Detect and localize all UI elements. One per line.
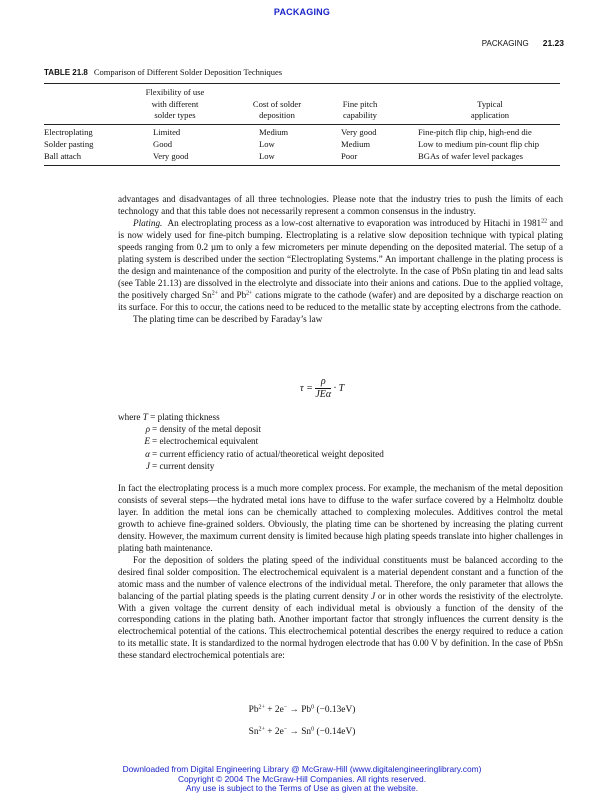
header-line: deposition <box>259 110 295 120</box>
table-cell: Very good <box>153 151 189 161</box>
eq-electrons: + 2e <box>264 727 284 737</box>
definition-symbol: J <box>145 460 150 471</box>
paragraph-plating <box>118 218 563 314</box>
plating-run-in-heading: Plating. <box>133 217 163 228</box>
text-run: and Pb <box>218 289 247 300</box>
definition-symbol: ρ <box>145 424 150 435</box>
definition-row <box>118 435 384 447</box>
definition-symbol: T <box>142 412 148 422</box>
top-banner: PACKAGING <box>273 7 331 17</box>
running-head <box>482 38 564 48</box>
variable-definitions <box>118 411 384 472</box>
definition-row <box>118 411 384 423</box>
table-cell: BGAs of wafer level packages <box>418 151 523 161</box>
table-cell: Low to medium pin-count flip chip <box>418 139 540 149</box>
formula-numerator: ρ <box>315 376 331 389</box>
formula-lhs: τ = <box>300 382 313 394</box>
text-run: An electroplating process as a low-cost alternative to evaporation was introduced by Hitachi in 1981 <box>167 217 542 228</box>
table-caption <box>44 67 282 77</box>
table-cell: Medium <box>341 139 371 149</box>
paragraph-faraday: The plating time can be described by Faraday’s law <box>133 313 323 324</box>
footer-copyright: Copyright © 2004 The McGraw-Hill Companies. All rights reserved. <box>177 773 427 784</box>
table-cell: Medium <box>259 127 289 137</box>
text-run: cations migrate to the cathode (wafer) and are deposited by a discharge reaction on its surface. For this to occur, the cations need to be reduced to the metallic state by accepting electrons from the cathode. <box>118 289 564 312</box>
definition-symbol: α <box>145 448 150 459</box>
header-line: capability <box>343 110 377 120</box>
definition-symbol: E <box>144 436 150 447</box>
page-number: 21.23 <box>542 38 564 48</box>
eq-electron-charge: − <box>283 726 288 733</box>
eq-potential: (−0.14eV) <box>314 727 356 737</box>
paragraph-complexity: In fact the electroplating process is a much more complex process. For example, the mechanism of the metal deposition consists of several steps—the hydrated metal ions have to diffuse to the wafer surface covered by a Helmholtz double layer. In addition the metal ions can be chemically attached to complexing molecules. Additives control the metal growth to achieve fine-grained solders. Obviously, the plating time can be shortened by increasing the plating current density. However, the maximum current density is limited because high plating speeds translate into higher challenges in plating bath maintenance. <box>118 483 563 553</box>
header-line: Flexibility of use <box>145 87 205 97</box>
reference-number: 22 <box>541 218 548 225</box>
download-footer <box>0 765 604 794</box>
table-cell: Solder pasting <box>44 139 94 149</box>
table-cell: Fine-pitch flip chip, high-end die <box>418 127 532 137</box>
faraday-formula <box>300 376 344 401</box>
eq-product: → Pb <box>287 705 312 715</box>
header-line: Typical <box>477 98 503 109</box>
table-header-cost <box>232 99 322 122</box>
table-cell: Low <box>259 139 275 149</box>
running-head-section: PACKAGING <box>481 39 529 48</box>
eq-potential: (−0.13eV) <box>314 705 356 715</box>
table-header-fine-pitch <box>325 99 395 122</box>
definition-row <box>118 423 384 435</box>
text-run: For the deposition of solders the plating speed of the individual constituents must be balanced according to the desired final solder composition. The electrochemical equivalent is a material dependent constant and a function of the atomic mass and the number of valence electrons of the individual metal. Therefore, the only parameter that allows the balancing of the partial plating speeds is the plating current density <box>118 554 563 601</box>
table-title: Comparison of Different Solder Deposition Techniques <box>93 67 283 77</box>
footer-download-link[interactable]: Downloaded from Digital Engineering Library @ McGraw-Hill (www.digitalengineeringlibrary.com) <box>122 764 482 774</box>
paragraph-solder-deposition <box>118 555 563 663</box>
header-line: with different <box>151 98 199 109</box>
formula-denominator: JEα <box>315 389 332 400</box>
table-header-flexibility <box>130 87 220 122</box>
equation-lead <box>0 705 604 715</box>
current-density-symbol: J <box>371 590 376 601</box>
definition-text: = current efficiency ratio of actual/theoretical weight deposited <box>152 448 384 459</box>
paragraph-intro: advantages and disadvantages of all three technologies. Please note that the industry tries to push the limits of each technology and that this table does not necessarily represent a common consensus in the industry. <box>118 194 563 216</box>
ion-charge: 2+ <box>211 290 219 297</box>
eq-ion: Sn <box>248 727 259 737</box>
text-run: or in other words the resistivity of the electrolyte. With a given voltage the current density of each individual metal is obviously a function of the density of the corresponding cations in the plating bath. Another important factor that strongly influences the current density is the electrochemical potential of the cations. This electrochemical potential describes the energy required to reduce a cation to its metallic state. It is standardized to the normal hydrogen electrode that has 0.00 V by definition. In the case of PbSn these standard electrochemical potentials are: <box>118 590 563 661</box>
eq-oxidation-state: 0 <box>311 726 315 733</box>
where-label: where <box>118 412 141 422</box>
text-run: and is now widely used for fine-pitch bumping. Electroplating is a relative slow deposition technique with typical plating speeds ranging from 0.2 µm to only a few micrometers per minute depending on the deposited material. The setup of a plating system is described under the section “Electroplating Systems.” An important challenge in the plating process is the design and maintenance of the composition and purity of the electrolyte. In the case of PbSn plating tin and lead salts (see Table 21.13) are dissolved in the electrolyte and dissociate into their anions and cations. Due to the applied voltage, the positively charged Sn <box>118 217 563 300</box>
eq-oxidation-state: 0 <box>311 704 315 711</box>
definition-text: = current density <box>152 460 215 471</box>
table-cell: Poor <box>341 151 358 161</box>
eq-electron-charge: − <box>283 704 288 711</box>
eq-electrons: + 2e <box>264 705 284 715</box>
footer-terms[interactable]: Any use is subject to the Terms of Use as given at the website. <box>185 783 419 794</box>
table-cell: Low <box>259 151 275 161</box>
table-top-rule <box>44 83 560 84</box>
header-line: application <box>470 110 510 120</box>
table-header-application <box>430 99 550 122</box>
body-text-bottom <box>118 483 563 662</box>
eq-ion: Pb <box>248 705 259 715</box>
table-cell: Ball attach <box>44 151 81 161</box>
ion-charge: 2+ <box>246 290 253 297</box>
table-bottom-rule <box>44 165 560 166</box>
table-cell: Very good <box>341 127 377 137</box>
definition-text: = electrochemical equivalent <box>152 436 259 447</box>
definition-row <box>118 448 384 460</box>
table-cell: Limited <box>153 127 181 137</box>
table-cell: Good <box>153 139 173 149</box>
definition-row <box>118 460 384 472</box>
eq-charge: 2+ <box>258 726 265 733</box>
header-line: solder types <box>154 110 196 120</box>
header-line: Cost of solder <box>252 98 302 109</box>
body-text-top <box>118 194 563 325</box>
equation-tin <box>0 727 604 737</box>
eq-charge: 2+ <box>258 704 265 711</box>
table-header-rule <box>44 124 560 125</box>
formula-fraction <box>315 376 331 401</box>
definition-text: = plating thickness <box>150 412 220 422</box>
definition-text: = density of the metal deposit <box>152 424 262 435</box>
header-line: Fine pitch <box>342 98 378 109</box>
table-cell: Electroplating <box>44 127 93 137</box>
formula-rhs: · T <box>333 382 345 394</box>
eq-product: → Sn <box>287 727 312 737</box>
table-label: TABLE 21.8 <box>44 68 88 77</box>
